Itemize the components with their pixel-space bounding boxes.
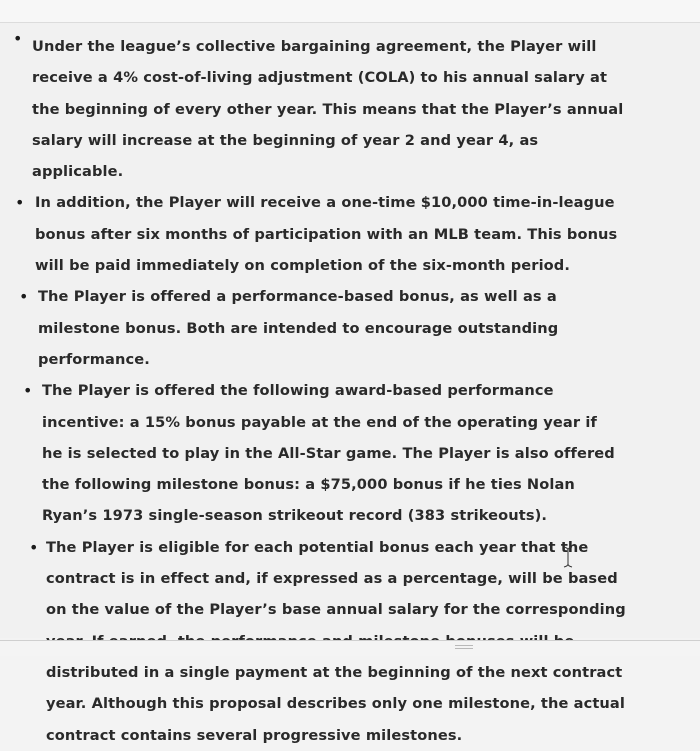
bullet-point-icon: • (19, 287, 29, 307)
top-border-strip (0, 0, 700, 23)
bullet-item (0, 375, 700, 531)
bullet-item (0, 281, 700, 375)
bullet-text-cola: Under the league’s collective bargaining agreement, the Player will receive a 4% cost-of-living adjustment (COLA) to his annual salary at the beginning of every other year. This means that the Player’s annual salary will increase at the beginning of year 2 and year 4, as applicable. (32, 38, 624, 181)
bottom-border-strip (0, 640, 700, 656)
resize-handle-icon[interactable] (455, 645, 473, 651)
bullet-item (0, 23, 700, 187)
bullet-text-performance-bonus: The Player is offered a performance-based bonus, as well as a milestone bonus. Both are intended to encourage outstanding performance. (38, 288, 559, 368)
bullet-point-icon: • (13, 29, 23, 48)
bullet-text-award-incentive: The Player is offered the following award-based performance incentive: a 15% bonus payable at the end of the operating year if he is selected to play in the All-Star game. The Player is also offered the following milestone bonus: a $75,000 bonus if he ties Nolan Ryan’s 1973 single-season strikeout record (383 strikeouts). (42, 382, 615, 525)
bullet-text-time-in-league-bonus: In addition, the Player will receive a one-time $10,000 time-in-league bonus after six months of participation with an MLB team. This bonus will be paid immediately on completion of the six-month period. (35, 194, 618, 275)
bullet-point-icon: • (29, 537, 39, 557)
bullet-item (0, 187, 700, 281)
bullet-point-icon: • (15, 193, 25, 213)
bullet-text-bonus-eligibility: The Player is eligible for each potential bonus each year that the contract is in effect and, if expressed as a percentage, will be based on the value of the Player’s base annual salary for the corresponding distributed in a single payment at the beginning of the next contract year. Although this proposal describes only one milestone, the actual contract contains several progressive milestones. (46, 538, 626, 744)
text-cursor-icon (563, 546, 573, 568)
document-page (0, 23, 700, 744)
bullet-point-icon: • (23, 381, 33, 401)
